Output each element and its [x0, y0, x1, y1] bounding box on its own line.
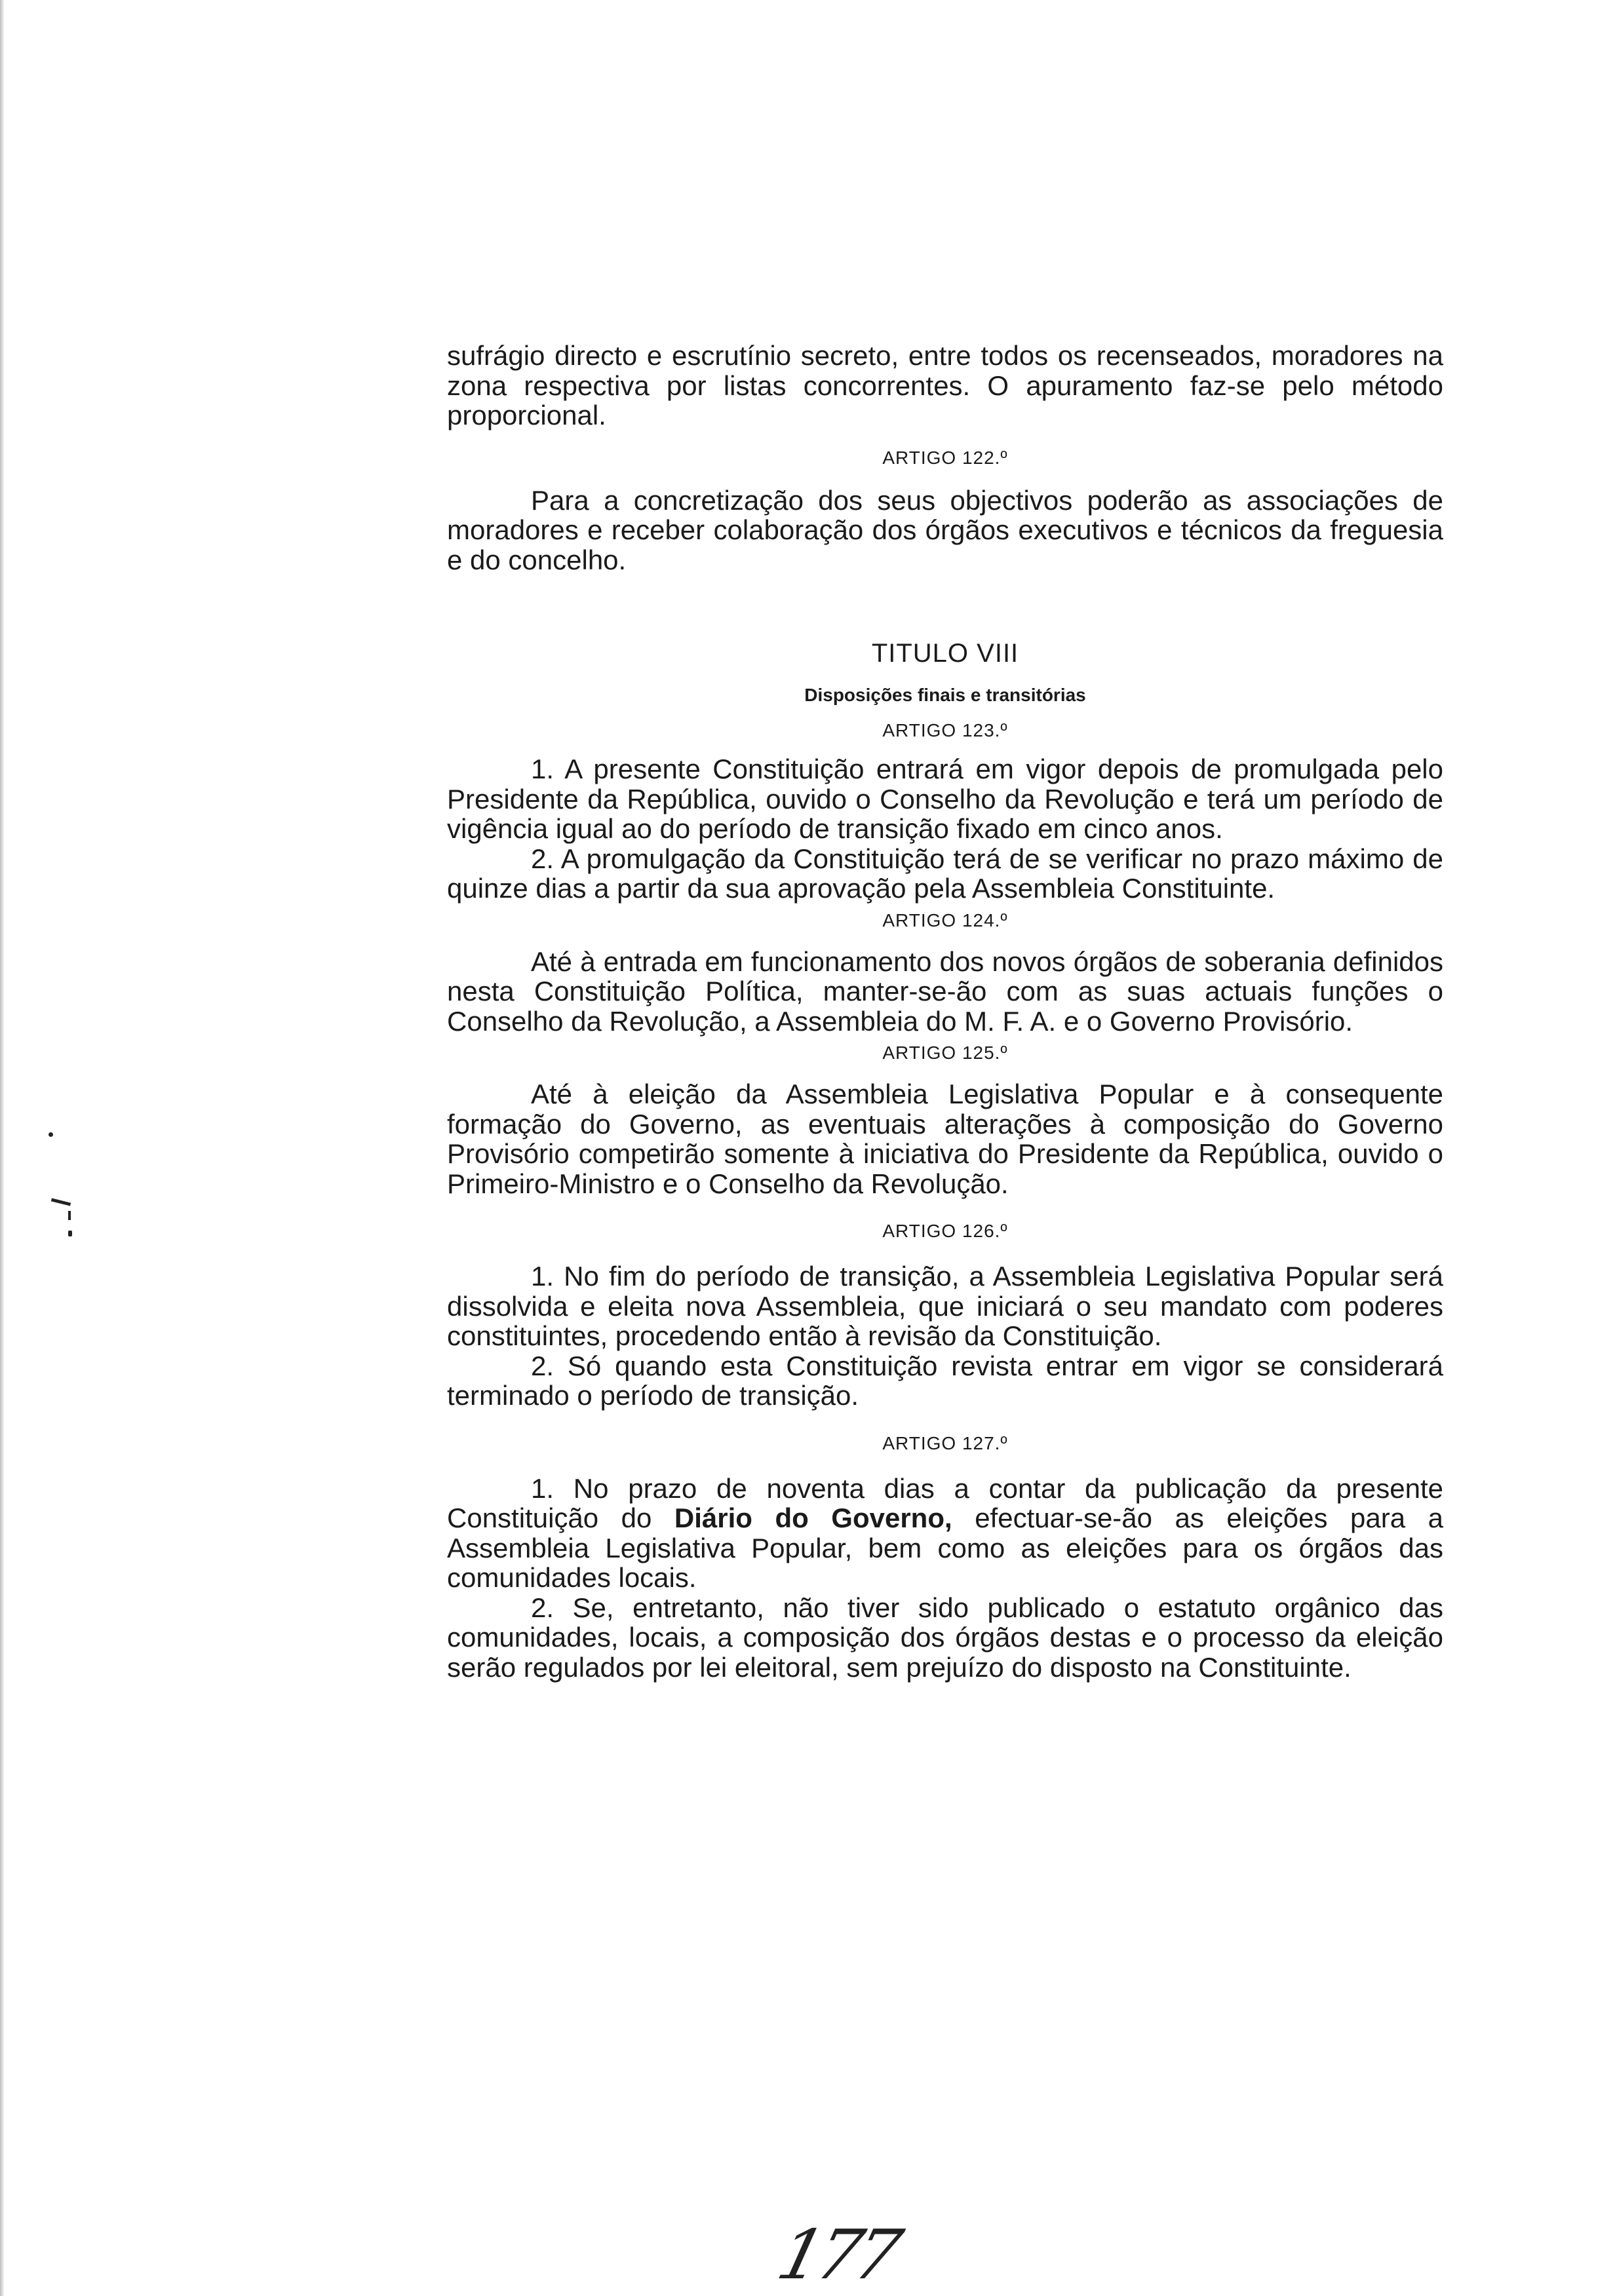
- article-123-paragraph-1: 1. A presente Constituição entrará em vigor depois de promulgada pelo Presidente da República, ouvido o Conselho da Revolução e terá um período de vigência igual ao do período de transição fixado em cinco anos.: [447, 754, 1443, 844]
- handwritten-page-number: 177: [769, 2215, 905, 2295]
- intro-paragraph: sufrágio directo e escrutínio secreto, entre todos os recenseados, moradores na zona respectiva por listas concorrentes. O apuramento faz-se pelo método proporcional.: [447, 340, 1443, 430]
- article-127-heading: ARTIGO 127.º: [882, 1432, 1008, 1453]
- article-125-text: Até à eleição da Assembleia Legislativa Popular e à consequente formação do Governo, as eventuais alterações à composição do Governo Provisório competirão somente à iniciativa do Presidente da República, ouvido o Primeiro-Ministro e o Conselho da Revolução.: [447, 1079, 1443, 1199]
- scan-left-edge: [0, 0, 4, 2296]
- article-127-paragraph-2: 2. Se, entretanto, não tiver sido publicado o estatuto orgânico das comunidades, locais, a composição dos órgãos destas e o processo da eleição serão regulados por lei eleitoral, sem prejuízo do disposto na Constituinte.: [447, 1592, 1443, 1683]
- article-124-text: Até à entrada em funcionamento dos novos órgãos de soberania definidos nesta Constituição Política, manter-se-ão com as suas actuais funções o Conselho da Revolução, a Assembleia do M. F. A. e o Governo Provisório.: [447, 946, 1443, 1037]
- margin-dash-mark: [51, 1198, 71, 1206]
- article-123-heading: ARTIGO 123.º: [882, 720, 1008, 740]
- margin-dot-mark: [49, 1132, 53, 1137]
- article-127-paragraph-1: [447, 1474, 1443, 1593]
- article-124-heading: ARTIGO 124.º: [882, 909, 1008, 930]
- article-126-paragraph-2: 2. Só quando esta Constituição revista entrar em vigor se considerará terminado o período de transição.: [447, 1350, 1443, 1411]
- document-body: [447, 341, 1443, 1682]
- article-123-paragraph-2: 2. A promulgação da Constituição terá de se verificar no prazo máximo de quinze dias a partir da sua aprovação pela Assembleia Constituinte.: [447, 843, 1443, 904]
- article-126-paragraph-1: 1. No fim do período de transição, a Assembleia Legislativa Popular será dissolvida e eleita nova Assembleia, que iniciará o seu mandato com poderes constituintes, procedendo então à revisão da Constituição.: [447, 1261, 1443, 1351]
- article-126-heading: ARTIGO 126.º: [882, 1221, 1008, 1241]
- article-125-heading: ARTIGO 125.º: [882, 1043, 1008, 1063]
- margin-tick-mark: [68, 1211, 71, 1220]
- margin-dot-mark: [68, 1231, 72, 1236]
- article-122-heading: ARTIGO 122.º: [882, 447, 1008, 468]
- article-127-paragraph-1-start: 1. No prazo de noventa dias a contar da publicação da presente Constituição do: [447, 1472, 1443, 1533]
- title-heading: TITULO VIII: [871, 639, 1019, 668]
- article-127-paragraph-1-end: efectuar-se-ão as eleições para a Assembleia Legislativa Popular, bem como as eleições para os órgãos das comunidades locais.: [447, 1502, 1443, 1593]
- article-122-text: Para a concretização dos seus objectivos poderão as associações de moradores e receber colaboração dos órgãos executivos e técnicos da freguesia e do concelho.: [447, 484, 1443, 575]
- title-subtitle: Disposições finais e transitórias: [804, 685, 1086, 705]
- diario-do-governo-bold: Diário do Governo,: [674, 1502, 952, 1533]
